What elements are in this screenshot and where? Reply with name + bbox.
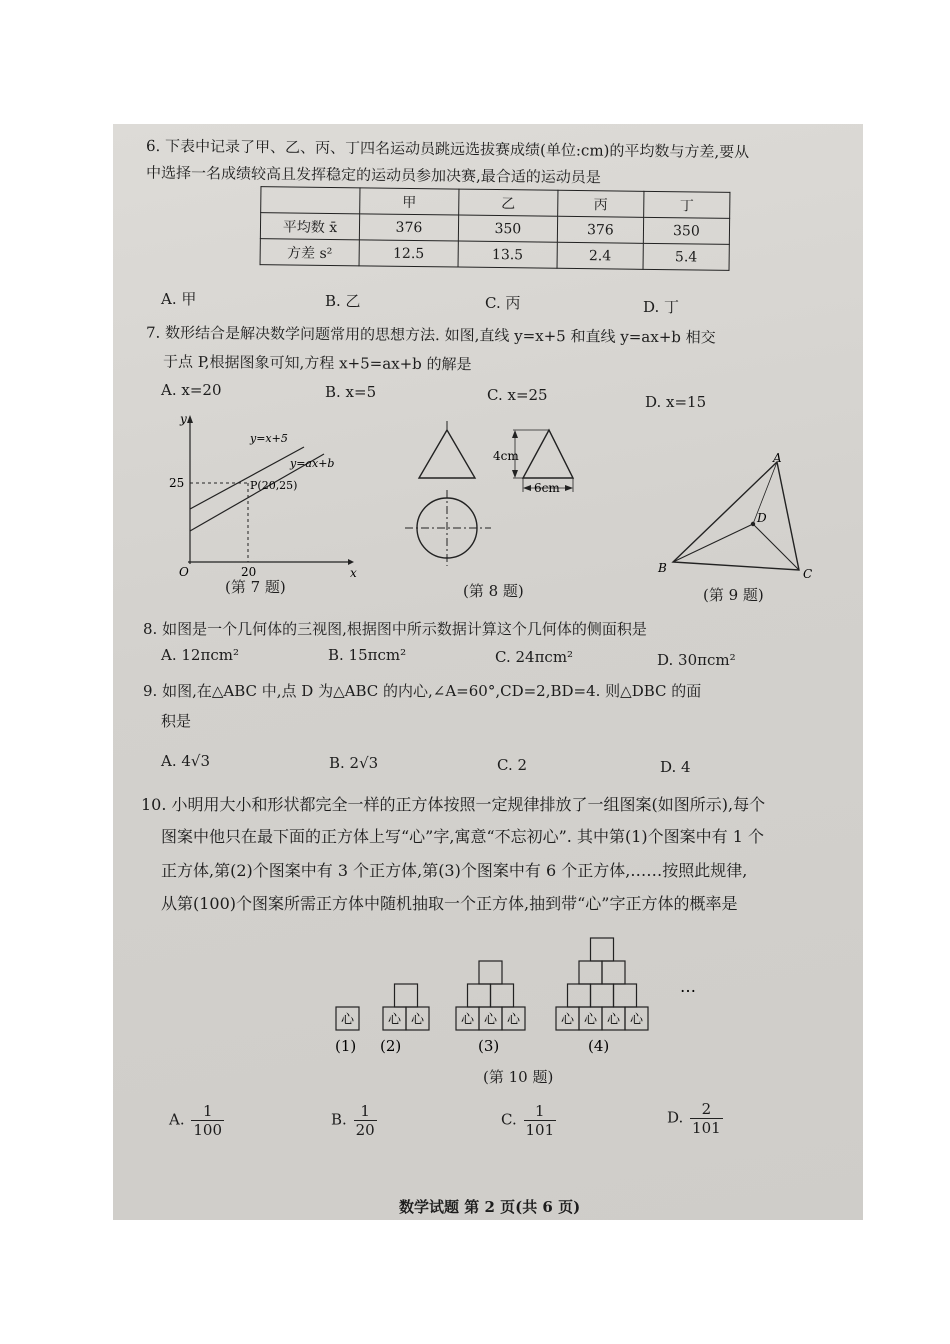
- q9-option-d: D. 4: [660, 758, 691, 776]
- option-letter: D.: [667, 1108, 684, 1127]
- q8-option-b: B. 15πcm²: [328, 646, 407, 664]
- q9-triangle: [653, 450, 833, 580]
- q6-option-c: C. 丙: [485, 294, 521, 312]
- cube-char-label: 心: [506, 1012, 521, 1028]
- q9-stem-line2: 积是: [161, 712, 192, 730]
- cube-char-label: 心: [387, 1012, 402, 1028]
- q6-score-table: [260, 186, 731, 271]
- q10-option-b: [331, 1102, 377, 1139]
- page-footer: 数学试题 第 2 页(共 6 页): [399, 1198, 581, 1216]
- cube: [614, 984, 637, 1007]
- q10-option-d: [667, 1100, 723, 1137]
- q6-stem-line1: 6. 下表中记录了甲、乙、丙、丁四名运动员跳远选拔赛成绩(单位:cm)的平均数与方差,要从: [145, 136, 750, 162]
- cube-char-label: 心: [583, 1012, 598, 1028]
- denominator: 20: [355, 1121, 375, 1139]
- numerator: 2: [690, 1100, 723, 1119]
- q8-option-c: C. 24πcm²: [495, 648, 574, 666]
- line1-label: y=x+5: [250, 432, 288, 445]
- table-cell: 平均数 x̄: [260, 213, 359, 240]
- q9-option-c: C. 2: [497, 756, 528, 774]
- point-d-label: D: [757, 511, 767, 525]
- y-axis-arrow-icon: [187, 415, 193, 423]
- q9-option-b: B. 2√3: [329, 754, 379, 772]
- cube: [479, 961, 502, 984]
- q8-caption: (第 8 题): [463, 582, 524, 600]
- q7-stem-line1: 7. 数形结合是解决数学问题常用的思想方法. 如图,直线 y=x+5 和直线 y=ax+b 相交: [145, 323, 716, 347]
- numerator: 1: [354, 1102, 377, 1121]
- segment-cd: [753, 524, 799, 570]
- cube: [468, 984, 491, 1007]
- q6-option-d: D. 丁: [643, 298, 680, 316]
- line-y-eq-x-plus-5: [190, 447, 304, 509]
- side-view-triangle: [523, 430, 573, 478]
- table-header-cell: 丙: [557, 190, 643, 217]
- vertex-a-label: A: [773, 451, 782, 465]
- front-view-triangle: [419, 430, 475, 478]
- q10-cube-patterns: [328, 926, 708, 1066]
- q7-option-a: A. x=20: [161, 381, 222, 399]
- table-cell: 5.4: [643, 243, 729, 270]
- height-label: 4cm: [493, 449, 519, 463]
- q10-line4: 从第(100)个图案所需正方体中随机抽取一个正方体,抽到带“心”字正方体的概率是: [161, 894, 738, 913]
- x-tick-label: 20: [241, 565, 257, 579]
- q6-option-a: A. 甲: [161, 290, 197, 308]
- exam-page-photo: [113, 124, 863, 1220]
- q8-option-d: D. 30πcm²: [657, 651, 736, 669]
- q8-three-views: [401, 416, 601, 576]
- denominator: 101: [692, 1119, 721, 1137]
- table-cell: 376: [359, 214, 458, 241]
- height-arrow-down-icon: [512, 470, 518, 478]
- numerator: 1: [524, 1102, 557, 1121]
- denominator: 100: [193, 1121, 223, 1139]
- table-header-cell: 丁: [644, 191, 730, 218]
- cube-char-label: 心: [483, 1012, 498, 1028]
- q8-option-a: A. 12πcm²: [161, 646, 239, 664]
- pattern-label-3: (3): [478, 1037, 500, 1055]
- cube: [568, 984, 591, 1007]
- cube: [591, 938, 614, 961]
- cube-char-label: 心: [629, 1012, 644, 1028]
- x-axis-label: x: [350, 566, 357, 579]
- pattern-label-2: (2): [380, 1037, 402, 1055]
- table-cell: 376: [557, 216, 643, 243]
- fraction: [191, 1102, 224, 1139]
- y-axis-label: y: [180, 412, 187, 426]
- width-label: 6cm: [534, 481, 560, 495]
- q10-option-c: [501, 1102, 556, 1139]
- q9-stem-line1: 9. 如图,在△ABC 中,点 D 为△ABC 的内心,∠A=60°,CD=2,BD=4. 则△DBC 的面: [143, 682, 702, 700]
- table-header-cell: 甲: [360, 188, 459, 215]
- q10-line2: 图案中他只在最下面的正方体上写“心”字,寓意“不忘初心”. 其中第(1)个图案中有 1 个: [161, 827, 764, 846]
- ellipsis: …: [680, 977, 696, 996]
- cube: [591, 984, 614, 1007]
- option-letter: B.: [331, 1110, 347, 1129]
- origin-label: O: [179, 565, 189, 579]
- height-arrow-up-icon: [512, 430, 518, 438]
- q9-caption: (第 9 题): [703, 586, 764, 604]
- table-cell: 方差 s²: [260, 239, 359, 266]
- fraction: [524, 1102, 557, 1139]
- point-p-label: P(20,25): [250, 479, 298, 492]
- width-arrow-right-icon: [565, 485, 573, 491]
- pattern-label-1: (1): [335, 1037, 357, 1055]
- denominator: 101: [525, 1121, 555, 1139]
- q7-caption: (第 7 题): [225, 578, 286, 596]
- table-cell: 350: [643, 217, 729, 244]
- q9-option-a: A. 4√3: [161, 752, 211, 770]
- vertex-c-label: C: [803, 567, 813, 580]
- q7-option-b: B. x=5: [325, 383, 377, 401]
- q8-stem: 8. 如图是一个几何体的三视图,根据图中所示数据计算这个几何体的侧面积是: [143, 620, 647, 638]
- option-letter: C.: [501, 1110, 517, 1129]
- q7-option-c: C. x=25: [487, 386, 548, 404]
- width-arrow-left-icon: [523, 485, 531, 491]
- table-cell: 13.5: [458, 241, 557, 268]
- table-cell: 12.5: [359, 240, 458, 267]
- line2-label: y=ax+b: [290, 457, 335, 470]
- cube: [602, 961, 625, 984]
- fraction: [690, 1100, 723, 1137]
- q10-line1: 10. 小明用大小和形状都完全一样的正方体按照一定规律排放了一组图案(如图所示),每个: [141, 795, 766, 814]
- table-row: [260, 239, 729, 271]
- option-letter: A.: [169, 1110, 185, 1129]
- q7-graph: [168, 409, 358, 579]
- vertex-b-label: B: [658, 561, 667, 575]
- cube: [579, 961, 602, 984]
- x-axis-arrow-icon: [348, 559, 354, 565]
- q7-stem-line2: 于点 P,根据图象可知,方程 x+5=ax+b 的解是: [162, 352, 472, 374]
- q10-caption: (第 10 题): [483, 1068, 554, 1086]
- y-tick-label: 25: [169, 476, 185, 490]
- fraction: [354, 1102, 377, 1139]
- table-header-cell: 乙: [459, 189, 558, 216]
- cube-groups: [336, 938, 648, 1030]
- incenter-point: [751, 522, 755, 526]
- cube-char-label: 心: [560, 1012, 575, 1028]
- cube: [491, 984, 514, 1007]
- table-cell: 2.4: [557, 242, 643, 269]
- cube-char-label: 心: [460, 1012, 475, 1028]
- table-header-cell: [261, 187, 360, 214]
- segment-bd: [673, 524, 753, 562]
- triangle-abc: [673, 462, 799, 570]
- q6-stem-line2: 中选择一名成绩较高且发挥稳定的运动员参加决赛,最合适的运动员是: [145, 163, 601, 187]
- q7-option-d: D. x=15: [645, 393, 707, 411]
- cube-char-label: 心: [340, 1012, 355, 1028]
- pattern-label-4: (4): [588, 1037, 610, 1055]
- q10-option-a: [169, 1102, 224, 1139]
- cube: [395, 984, 418, 1007]
- cube-char-label: 心: [410, 1012, 425, 1028]
- q10-line3: 正方体,第(2)个图案中有 3 个正方体,第(3)个图案中有 6 个正方体,……按照此规律,: [161, 861, 748, 880]
- table-cell: 350: [458, 215, 557, 242]
- q6-option-b: B. 乙: [325, 292, 361, 310]
- numerator: 1: [191, 1102, 224, 1121]
- cube-char-label: 心: [606, 1012, 621, 1028]
